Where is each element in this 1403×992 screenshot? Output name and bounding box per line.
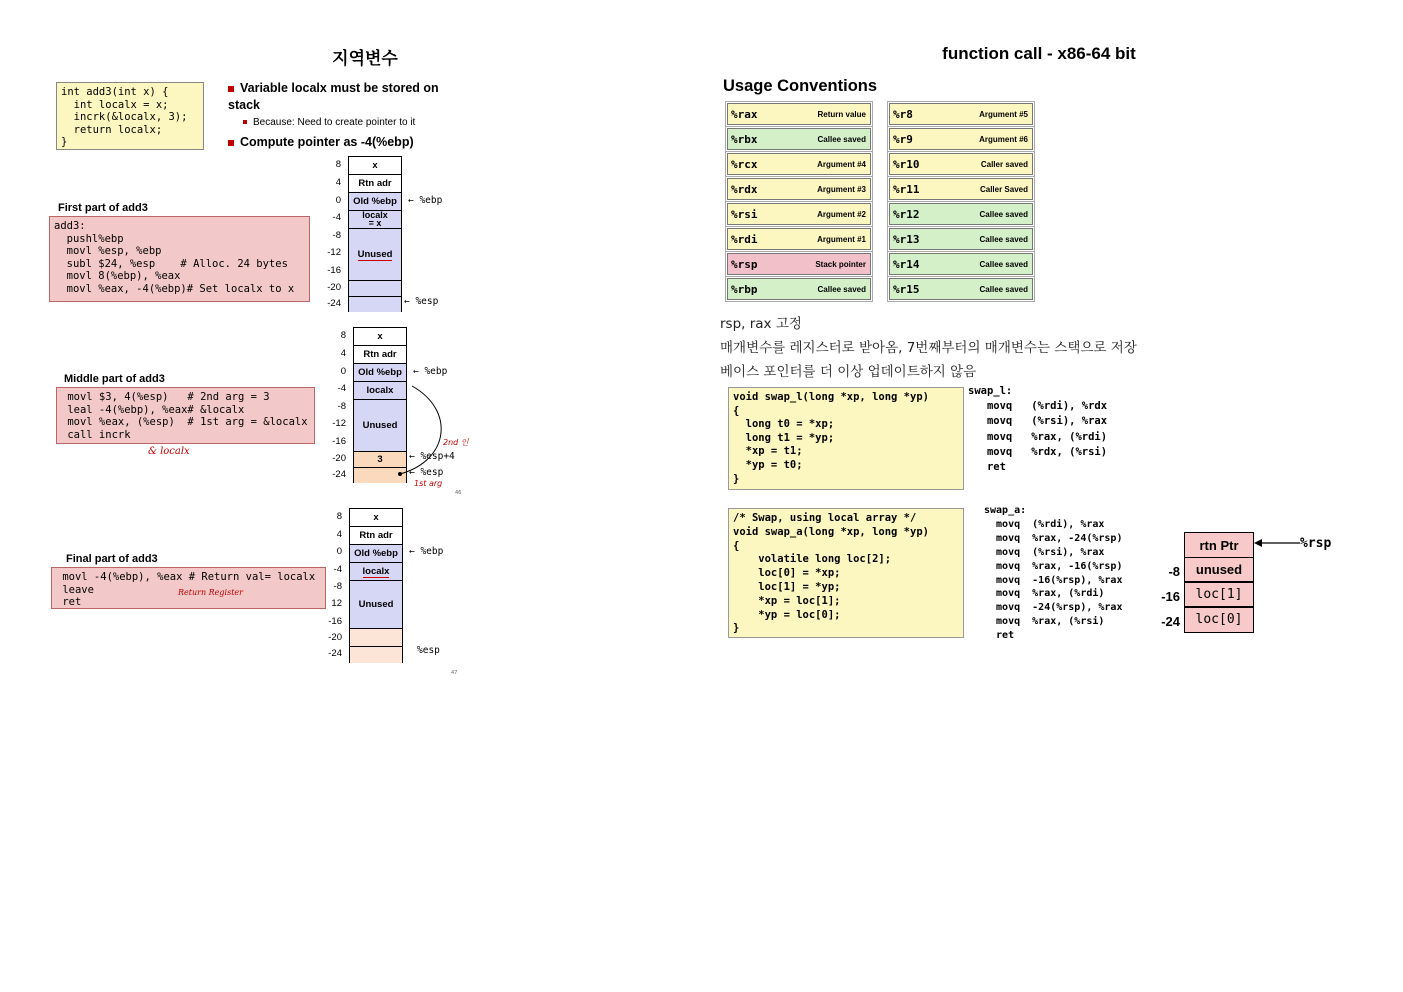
offset-label: -8	[332, 230, 341, 241]
stack-cell-old-ebp: Old %ebp	[350, 544, 402, 562]
bullet-localx-stack: Variable localx must be stored on stack	[228, 81, 439, 112]
register-row	[889, 203, 1033, 225]
page-number: 46	[455, 490, 462, 496]
register-row	[727, 278, 871, 300]
stack-cell-localx: localx = x	[349, 210, 401, 228]
register-usage: Stack pointer	[815, 260, 866, 269]
offset-label: -16	[1161, 589, 1180, 604]
handwritten-note-return-register: Return Register	[178, 588, 243, 597]
ebp-pointer: ← %ebp	[408, 195, 443, 206]
register-row	[727, 228, 871, 250]
final-part-caption: Final part of add3	[66, 553, 158, 565]
register-usage: Argument #5	[979, 110, 1028, 119]
offset-label: 0	[335, 195, 341, 206]
left-title: 지역변수	[332, 49, 398, 68]
register-usage: Callee saved	[979, 285, 1028, 294]
esp-pointer: %esp	[417, 645, 440, 656]
offset-label: -24	[327, 298, 341, 309]
register-usage: Argument #2	[817, 210, 866, 219]
register-row	[889, 153, 1033, 175]
register-usage: Callee saved	[817, 285, 866, 294]
first-part-code: add3: pushl%ebp movl %esp, %ebp subl $24, %esp # Alloc. 24 bytes movl 8(%ebp), %eax movl %eax, -4(%ebp)# Set localx to x	[49, 216, 310, 302]
final-part-code: movl -4(%ebp), %eax # Return val= localx leave ret	[51, 567, 326, 609]
stack-cell-rtn-adr: Rtn adr	[354, 345, 406, 363]
swap-a-stack-frame	[1184, 532, 1254, 633]
register-name: %r15	[893, 283, 920, 296]
register-name: %r12	[893, 208, 920, 221]
register-row	[889, 128, 1033, 150]
register-name: %rbx	[731, 133, 758, 146]
right-title: function call - x86-64 bit	[942, 44, 1136, 63]
offset-label: -24	[1161, 614, 1180, 629]
register-usage: Argument #1	[817, 235, 866, 244]
offset-label: -8	[1168, 564, 1180, 579]
offset-label: -24	[328, 648, 342, 659]
register-name: %r10	[893, 158, 920, 171]
register-name: %r9	[893, 133, 913, 146]
offset-label: 4	[340, 348, 346, 359]
stack-cell-localx: localx	[354, 381, 406, 399]
esp-plus-4-pointer: ← %esp+4	[409, 451, 455, 462]
stack-cell-unused: Unused	[350, 580, 402, 628]
stack-cell-three: 3	[354, 451, 406, 467]
offset-label: -24	[332, 469, 346, 480]
rsp-label: %rsp	[1300, 536, 1332, 551]
register-row	[889, 278, 1033, 300]
register-row	[727, 103, 871, 125]
stack-cell-empty	[349, 296, 401, 312]
register-name: %r14	[893, 258, 920, 271]
handwritten-note-localx: & localx	[148, 446, 190, 457]
offset-label: 0	[336, 546, 342, 557]
stack-cell-unused: Unused	[349, 228, 401, 280]
page-number: 47	[451, 670, 458, 676]
stack-cell-unused: unused	[1184, 557, 1254, 582]
register-usage: Argument #3	[817, 185, 866, 194]
offset-label: -8	[333, 581, 342, 592]
offset-label: -20	[328, 632, 342, 643]
stack-cell-empty	[350, 646, 402, 663]
register-usage: Caller saved	[980, 160, 1028, 169]
esp-pointer: ← %esp	[404, 296, 439, 307]
usage-conventions-title: Usage Conventions	[723, 77, 878, 95]
stack-cell-x: x	[350, 508, 402, 526]
register-name: %rsp	[731, 258, 758, 271]
swap-l-assembly: swap_l: movq (%rdi), %rdx movq (%rsi), %rax movq %rax, (%rdi) movq %rdx, (%rsi) ret	[968, 385, 1108, 474]
bullet-marker	[228, 140, 234, 146]
localx-address-arrow	[380, 380, 460, 480]
register-row	[727, 203, 871, 225]
first-part-caption: First part of add3	[58, 202, 148, 214]
register-usage: Callee saved	[979, 260, 1028, 269]
register-name: %rdx	[731, 183, 758, 196]
register-usage: Callee saved	[817, 135, 866, 144]
register-row	[889, 103, 1033, 125]
register-name: %rcx	[731, 158, 758, 171]
offset-label: 8	[340, 330, 346, 341]
register-row	[889, 253, 1033, 275]
offset-label: 0	[340, 366, 346, 377]
register-usage: Argument #4	[817, 160, 866, 169]
bullet-compute-pointer: Compute pointer as -4(%ebp)	[228, 135, 414, 149]
offset-label: -16	[332, 436, 346, 447]
ebp-pointer: ← %ebp	[413, 366, 448, 377]
offset-label: -4	[333, 564, 342, 575]
offset-label: 8	[336, 511, 342, 522]
offset-label: -4	[337, 383, 346, 394]
stack-cell-x: x	[354, 327, 406, 345]
offset-label: -20	[332, 453, 346, 464]
ebp-pointer: ← %ebp	[409, 546, 444, 557]
note-line-1: rsp, rax 고정	[720, 316, 802, 332]
register-name: %rax	[731, 108, 758, 121]
sub-bullet-marker	[243, 120, 247, 124]
register-usage: Callee saved	[979, 210, 1028, 219]
swap-l-source-code: void swap_l(long *xp, long *yp) { long t0 = *xp; long t1 = *yp; *xp = t1; *yp = t0; }	[728, 387, 964, 490]
handwritten-note-1st-arg: 1st arg	[414, 479, 443, 488]
bullet-sub-reason: Because: Need to create pointer to it	[243, 117, 415, 128]
register-name: %r8	[893, 108, 913, 121]
stack-cell-rtn-adr: Rtn adr	[349, 174, 401, 192]
register-usage: Caller Saved	[979, 185, 1028, 194]
stack-cell-loc0: loc[0]	[1184, 607, 1254, 633]
stack-cell-rtn-ptr: rtn Ptr	[1184, 532, 1254, 558]
register-row	[727, 253, 871, 275]
offset-label: 4	[335, 177, 341, 188]
stack-cell-rtn-adr: Rtn adr	[350, 526, 402, 544]
register-row	[727, 178, 871, 200]
register-name: %r11	[893, 183, 920, 196]
register-usage: Argument #6	[979, 135, 1028, 144]
register-usage: Callee saved	[979, 235, 1028, 244]
stack-cell-empty	[350, 628, 402, 646]
rsp-arrow-icon	[1254, 536, 1300, 550]
add3-source-code: int add3(int x) { int localx = x; incrk(&localx, 3); return localx; }	[56, 82, 204, 150]
register-usage: Return value	[817, 110, 866, 119]
stack-cell-x: x	[349, 156, 401, 174]
stack-cell-loc1: loc[1]	[1184, 582, 1254, 607]
offset-label: -20	[327, 282, 341, 293]
stack-cell-empty	[349, 280, 401, 296]
register-row	[889, 178, 1033, 200]
register-name: %rbp	[731, 283, 758, 296]
middle-part-code: movl $3, 4(%esp) # 2nd arg = 3 leal -4(%ebp), %eax# &localx movl %eax, (%esp) # 1st arg = &localx call incrk	[56, 387, 315, 444]
offset-label: -12	[332, 418, 346, 429]
swap-a-assembly: swap_a: movq (%rdi), %rax movq %rax, -24(%rsp) movq (%rsi), %rax movq %rax, -16(%rsp) movq -16(%rsp), %rax movq %rax, (%rdi) movq -24(%rsp), %rax movq %rax, (%rsi) ret	[984, 505, 1123, 642]
handwritten-note-2nd: 2nd 인	[443, 438, 469, 447]
middle-part-caption: Middle part of add3	[64, 373, 165, 385]
stack-cell-old-ebp: Old %ebp	[349, 192, 401, 210]
register-name: %rsi	[731, 208, 758, 221]
offset-label: -4	[332, 212, 341, 223]
register-row	[727, 128, 871, 150]
stack-cell-unused: Unused	[354, 399, 406, 451]
note-line-2: 매개변수를 레지스터로 받아옴, 7번째부터의 매개변수는 스택으로 저장	[720, 340, 1137, 356]
register-row	[889, 228, 1033, 250]
offset-label: -12	[327, 247, 341, 258]
stack-cell-old-ebp: Old %ebp	[354, 363, 406, 381]
offset-label: 12	[331, 598, 342, 609]
offset-label: -16	[327, 265, 341, 276]
register-name: %rdi	[731, 233, 758, 246]
offset-label: 4	[336, 529, 342, 540]
note-line-3: 베이스 포인터를 더 이상 업데이트하지 않음	[720, 364, 977, 380]
esp-pointer: ← %esp	[409, 467, 444, 478]
register-name: %r13	[893, 233, 920, 246]
offset-label: -8	[337, 401, 346, 412]
offset-label: -16	[328, 616, 342, 627]
offset-label: 8	[335, 159, 341, 170]
bullet-marker	[228, 86, 234, 92]
register-row	[727, 153, 871, 175]
swap-a-source-code: /* Swap, using local array */ void swap_a(long *xp, long *yp) { volatile long loc[2]; loc[0] = *xp; loc[1] = *yp; *xp = loc[1]; *yp = loc[0]; }	[728, 508, 964, 638]
stack-cell-localx: localx	[350, 562, 402, 580]
